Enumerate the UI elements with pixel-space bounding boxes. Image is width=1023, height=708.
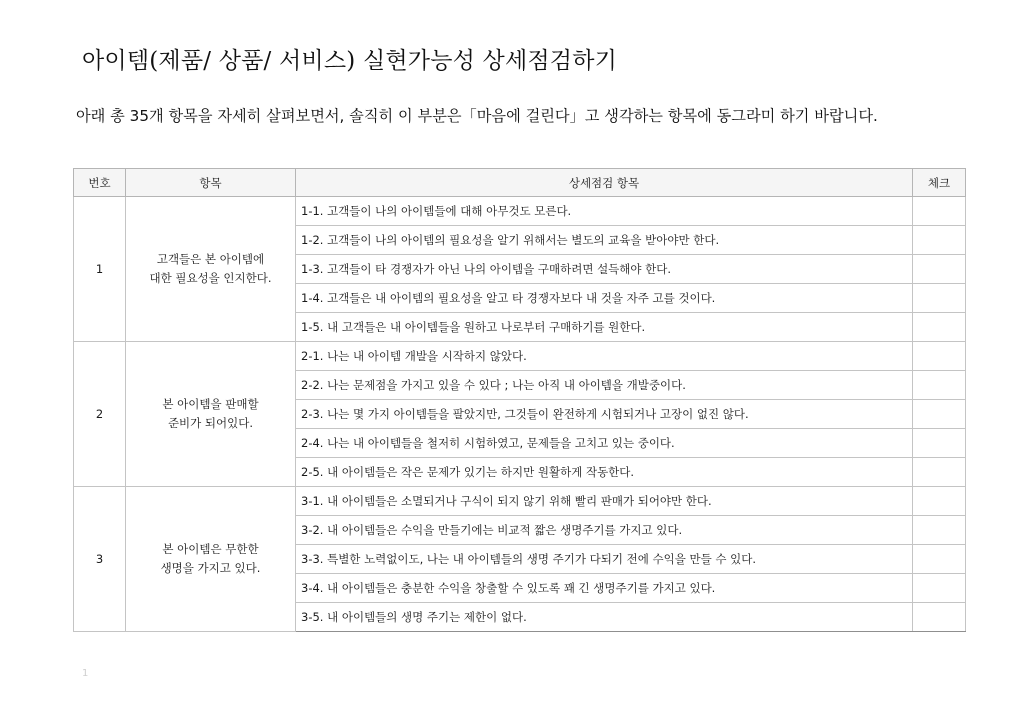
check-cell-2-1[interactable]: [913, 342, 966, 371]
check-cell-1-4[interactable]: [913, 284, 966, 313]
page-number: 1: [82, 668, 89, 679]
category-line: 본 아이템은 무한한: [162, 542, 259, 556]
group-number-cell: 2: [74, 342, 126, 487]
check-cell-3-2[interactable]: [913, 516, 966, 545]
check-cell-3-3[interactable]: [913, 545, 966, 574]
table-row: [74, 342, 966, 371]
check-cell-2-3[interactable]: [913, 400, 966, 429]
check-cell-2-4[interactable]: [913, 429, 966, 458]
header-check: 체크: [913, 169, 966, 197]
category-line: 본 아이템을 판매할: [162, 397, 259, 411]
category-line: 대한 필요성을 인지한다.: [149, 271, 272, 285]
table-header-row: [74, 169, 966, 197]
detail-item-3-3: 3-3. 특별한 노력없이도, 나는 내 아이템들의 생명 주기가 다되기 전에 수익을 만들 수 있다.: [296, 545, 913, 574]
detail-item-2-4: 2-4. 나는 내 아이템들을 철저히 시험하였고, 문제들을 고치고 있는 중이다.: [296, 429, 913, 458]
checklist-table: [73, 168, 966, 632]
table-row: [74, 197, 966, 226]
group-number-cell: 3: [74, 487, 126, 632]
detail-item-2-2: 2-2. 나는 문제점을 가지고 있을 수 있다 ; 나는 아직 내 아이템을 개발중이다.: [296, 371, 913, 400]
detail-item-1-5: 1-5. 내 고객들은 내 아이템들을 원하고 나로부터 구매하기를 원한다.: [296, 313, 913, 342]
group-category-cell: [126, 342, 296, 487]
detail-item-3-4: 3-4. 내 아이템들은 충분한 수익을 창출할 수 있도록 꽤 긴 생명주기를 가지고 있다.: [296, 574, 913, 603]
check-cell-3-1[interactable]: [913, 487, 966, 516]
category-line: 고객들은 본 아이템에: [156, 252, 265, 266]
check-cell-1-5[interactable]: [913, 313, 966, 342]
detail-item-1-2: 1-2. 고객들이 나의 아이템의 필요성을 알기 위해서는 별도의 교육을 받아야만 한다.: [296, 226, 913, 255]
detail-item-2-5: 2-5. 내 아이템들은 작은 문제가 있기는 하지만 원활하게 작동한다.: [296, 458, 913, 487]
detail-item-1-4: 1-4. 고객들은 내 아이템의 필요성을 알고 타 경쟁자보다 내 것을 자주 고를 것이다.: [296, 284, 913, 313]
check-cell-1-2[interactable]: [913, 226, 966, 255]
detail-item-3-2: 3-2. 내 아이템들은 수익을 만들기에는 비교적 짧은 생명주기를 가지고 있다.: [296, 516, 913, 545]
check-cell-2-5[interactable]: [913, 458, 966, 487]
group-number-cell: 1: [74, 197, 126, 342]
instructions-paragraph: 아래 총 35개 항목을 자세히 살펴보면서, 솔직히 이 부분은「마음에 걸린다」고 생각하는 항목에 동그라미 하기 바랍니다.: [76, 107, 878, 125]
group-category-cell: [126, 197, 296, 342]
header-detail: 상세점검 항목: [296, 169, 913, 197]
check-cell-1-3[interactable]: [913, 255, 966, 284]
detail-item-3-5: 3-5. 내 아이템들의 생명 주기는 제한이 없다.: [296, 603, 913, 632]
detail-item-1-3: 1-3. 고객들이 타 경쟁자가 아닌 나의 아이템을 구매하려면 설득해야 한다.: [296, 255, 913, 284]
page-title: 아이템(제품/ 상품/ 서비스) 실현가능성 상세점검하기: [82, 48, 618, 74]
category-line: 준비가 되어있다.: [167, 416, 254, 430]
detail-item-3-1: 3-1. 내 아이템들은 소멸되거나 구식이 되지 않기 위해 빨리 판매가 되어야만 한다.: [296, 487, 913, 516]
header-number: 번호: [74, 169, 126, 197]
detail-item-2-3: 2-3. 나는 몇 가지 아이템들을 팔았지만, 그것들이 완전하게 시험되거나 고장이 없진 않다.: [296, 400, 913, 429]
check-cell-3-4[interactable]: [913, 574, 966, 603]
header-category: 항목: [126, 169, 296, 197]
check-cell-2-2[interactable]: [913, 371, 966, 400]
detail-item-2-1: 2-1. 나는 내 아이템 개발을 시작하지 않았다.: [296, 342, 913, 371]
category-line: 생명을 가지고 있다.: [160, 561, 261, 575]
group-category-cell: [126, 487, 296, 632]
table-row: [74, 487, 966, 516]
check-cell-1-1[interactable]: [913, 197, 966, 226]
detail-item-1-1: 1-1. 고객들이 나의 아이템들에 대해 아무것도 모른다.: [296, 197, 913, 226]
check-cell-3-5[interactable]: [913, 603, 966, 632]
